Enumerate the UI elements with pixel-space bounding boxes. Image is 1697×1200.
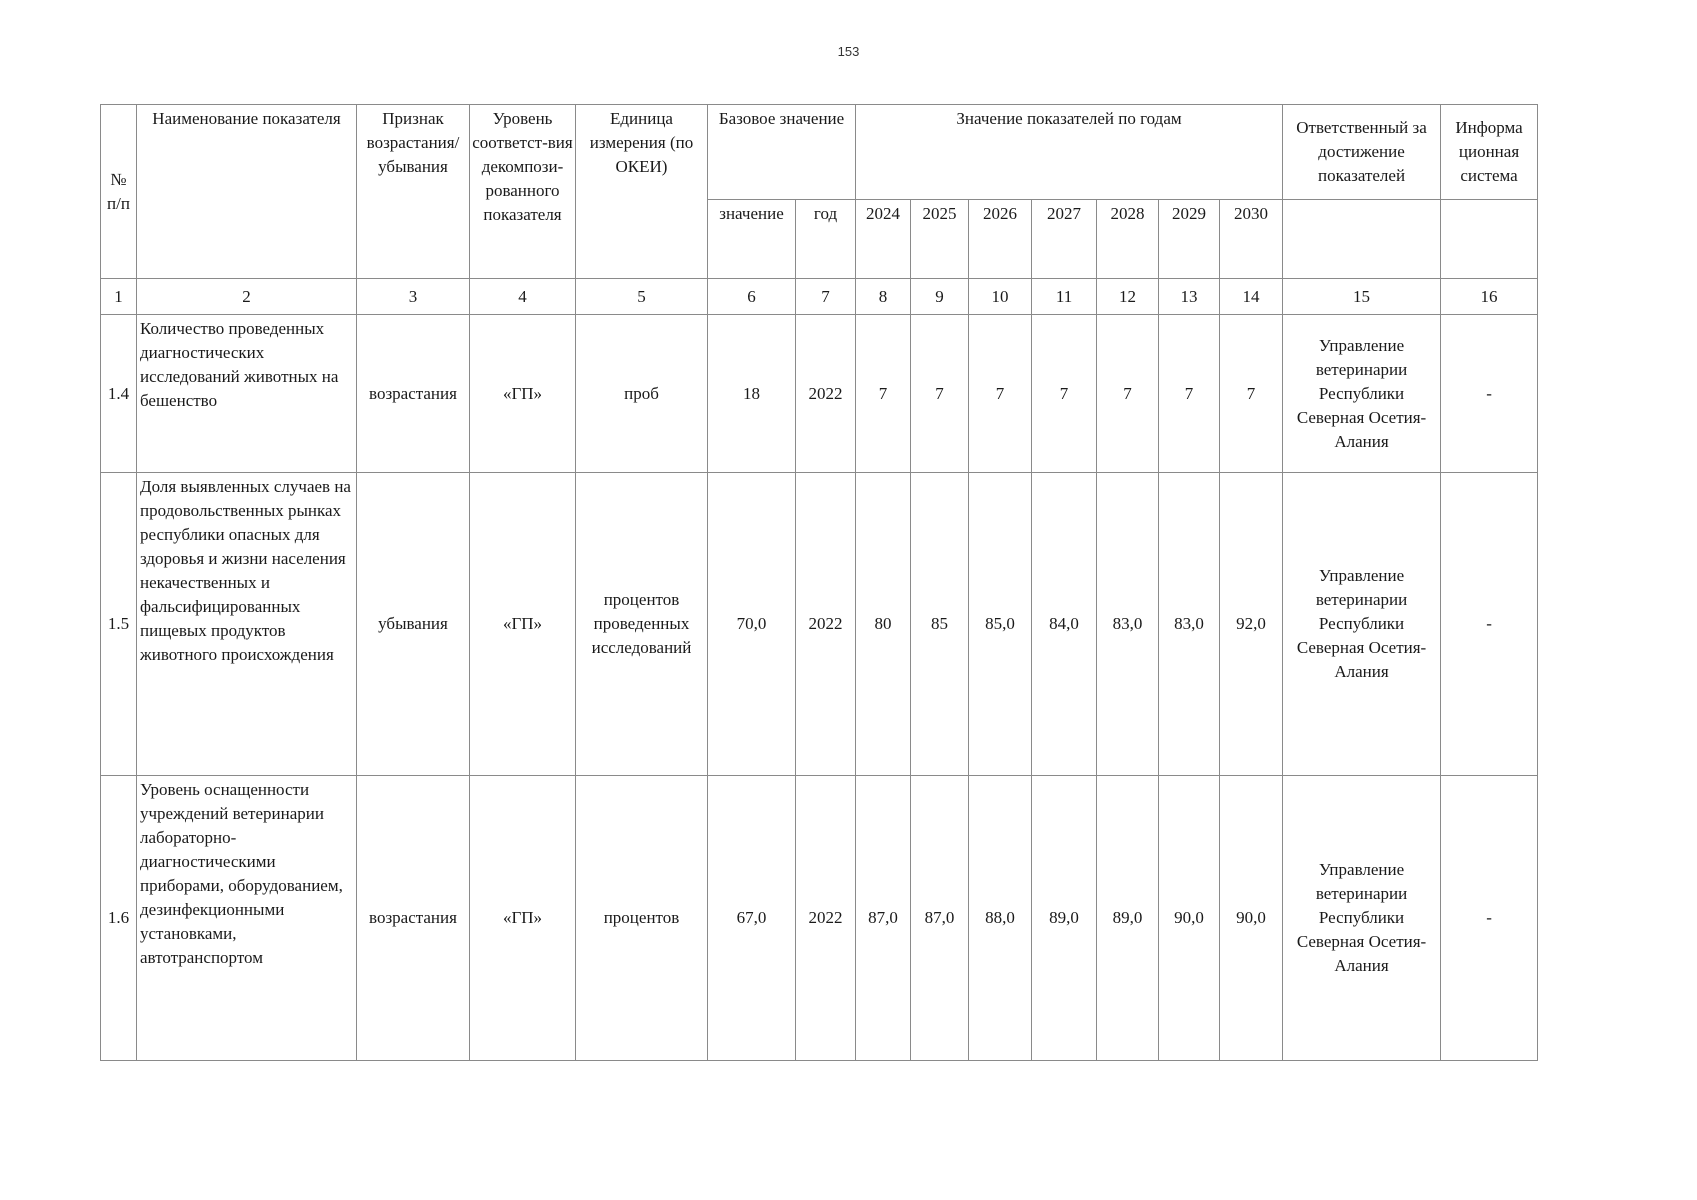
row-name: Уровень оснащенности учреждений ветеринарии лабораторно-диагностическими приборами, оборудованием, дезинфекционными установками, автотранспортом [137,776,357,1061]
header-year: 2027 [1032,200,1097,279]
row-base-year: 2022 [796,473,856,776]
row-year-value: 7 [1097,315,1159,473]
column-number: 14 [1220,279,1283,315]
row-year-value: 7 [1159,315,1220,473]
column-number: 9 [911,279,969,315]
row-unit: процентов проведенных исследований [576,473,708,776]
table-row [101,315,1538,473]
row-year-value: 87,0 [856,776,911,1061]
header-year: 2025 [911,200,969,279]
header-row-top [101,105,1538,200]
column-number: 7 [796,279,856,315]
column-number: 10 [969,279,1032,315]
row-year-value: 7 [969,315,1032,473]
row-name: Количество проведенных диагностических исследований животных на бешенство [137,315,357,473]
row-sign: убывания [357,473,470,776]
column-number: 3 [357,279,470,315]
row-level: «ГП» [470,315,576,473]
header-base: Базовое значение [708,105,856,200]
header-year: 2024 [856,200,911,279]
header-base-year: год [796,200,856,279]
row-year-value: 84,0 [1032,473,1097,776]
row-year-value: 90,0 [1220,776,1283,1061]
row-year-value: 92,0 [1220,473,1283,776]
column-number: 16 [1441,279,1538,315]
table-row [101,776,1538,1061]
row-base-year: 2022 [796,315,856,473]
header-responsible: Ответственный за достижение показателей [1283,105,1441,200]
row-year-value: 88,0 [969,776,1032,1061]
row-base-value: 18 [708,315,796,473]
row-sign: возрастания [357,315,470,473]
row-year-value: 80 [856,473,911,776]
row-level: «ГП» [470,473,576,776]
column-number: 4 [470,279,576,315]
row-year-value: 83,0 [1097,473,1159,776]
row-year-value: 89,0 [1097,776,1159,1061]
header-responsible-blank [1283,200,1441,279]
row-unit: проб [576,315,708,473]
header-year: 2029 [1159,200,1220,279]
row-responsible: Управление ветеринарии Республики Северная Осетия-Алания [1283,473,1441,776]
header-level: Уровень соответст-вия декомпози-рованного показателя [470,105,576,279]
column-number: 2 [137,279,357,315]
row-responsible: Управление ветеринарии Республики Северная Осетия-Алания [1283,315,1441,473]
column-number: 5 [576,279,708,315]
row-year-value: 83,0 [1159,473,1220,776]
row-no: 1.6 [101,776,137,1061]
column-number: 13 [1159,279,1220,315]
row-info-system: - [1441,776,1538,1061]
row-sign: возрастания [357,776,470,1061]
column-numbers-row [101,279,1538,315]
column-number: 15 [1283,279,1441,315]
table-row [101,473,1538,776]
header-no: № п/п [101,105,137,279]
row-year-value: 85 [911,473,969,776]
header-base-value: значение [708,200,796,279]
row-base-value: 70,0 [708,473,796,776]
row-unit: процентов [576,776,708,1061]
row-year-value: 7 [911,315,969,473]
header-year: 2028 [1097,200,1159,279]
header-years-group: Значение показателей по годам [856,105,1283,200]
row-responsible: Управление ветеринарии Республики Северная Осетия-Алания [1283,776,1441,1061]
column-number: 1 [101,279,137,315]
row-no: 1.5 [101,473,137,776]
header-name: Наименование показателя [137,105,357,279]
row-year-value: 7 [856,315,911,473]
column-number: 12 [1097,279,1159,315]
column-number: 8 [856,279,911,315]
indicators-table [100,104,1538,1061]
row-year-value: 90,0 [1159,776,1220,1061]
row-year-value: 87,0 [911,776,969,1061]
row-name: Доля выявленных случаев на продовольственных рынках республики опасных для здоровья и жизни населения некачественных и фальсифицированных пищевых продуктов животного происхождения [137,473,357,776]
row-no: 1.4 [101,315,137,473]
header-info-system: Информа ционная система [1441,105,1538,200]
row-info-system: - [1441,315,1538,473]
header-unit: Единица измерения (по ОКЕИ) [576,105,708,279]
header-year: 2026 [969,200,1032,279]
row-year-value: 7 [1032,315,1097,473]
header-sign: Признак возрастания/ убывания [357,105,470,279]
row-info-system: - [1441,473,1538,776]
column-number: 11 [1032,279,1097,315]
column-number: 6 [708,279,796,315]
row-base-year: 2022 [796,776,856,1061]
header-info-blank [1441,200,1538,279]
page-number: 153 [837,44,860,59]
row-level: «ГП» [470,776,576,1061]
header-year: 2030 [1220,200,1283,279]
row-base-value: 67,0 [708,776,796,1061]
row-year-value: 89,0 [1032,776,1097,1061]
row-year-value: 7 [1220,315,1283,473]
row-year-value: 85,0 [969,473,1032,776]
